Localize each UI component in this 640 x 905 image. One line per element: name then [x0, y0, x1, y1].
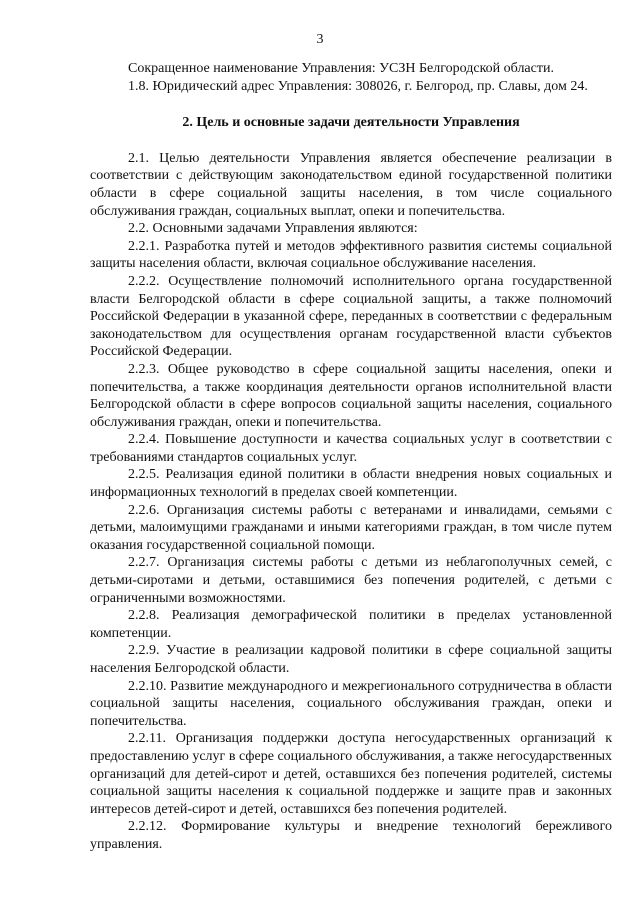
- paragraph-2-2-2: 2.2.2. Осуществление полномочий исполнительного органа государственной власти Белгородской области в сфере социальной защиты, а также полномочий Российской Федерации в указанной сфере, переданных в соответствии с федеральным законодательством для осуществления органам государственной власти субъектов Российской Федерации.: [90, 273, 612, 360]
- legal-address-paragraph: 1.8. Юридический адрес Управления: 308026, г. Белгород, пр. Славы, дом 24.: [128, 78, 588, 94]
- paragraph-2-2: 2.2. Основными задачами Управления являются:: [128, 221, 418, 237]
- paragraph-2-1: 2.1. Целью деятельности Управления является обеспечение реализации в соответствии с действующим законодательством единой государственной политики области в сфере социальной защиты населения, в том числе социального обслуживания граждан, социальных выплат, опеки и попечительства.: [90, 150, 612, 219]
- paragraph-2-2-9: 2.2.9. Участие в реализации кадровой политики в сфере социальной защиты населения Белгородской области.: [90, 643, 612, 676]
- paragraph-2-2-5: 2.2.5. Реализация единой политики в области внедрения новых социальных и информационных технологий в пределах своей компетенции.: [90, 467, 612, 501]
- section-heading: 2. Цель и основные задачи деятельности Управления: [182, 115, 520, 131]
- document-body: [90, 60, 612, 854]
- paragraph-2-2-10: 2.2.10. Развитие международного и межрегионального сотрудничества в области социальной защиты населения, социального обслуживания граждан, опеки и попечительства.: [90, 678, 612, 729]
- paragraph-2-2-4: 2.2.4. Повышение доступности и качества социальных услуг в соответствии с требованиями стандартов социальных услуг.: [90, 432, 612, 465]
- short-name-paragraph: Сокращенное наименование Управления: УСЗН Белгородской области.: [128, 61, 554, 76]
- paragraph-2-2-3: 2.2.3. Общее руководство в сфере социальной защиты населения, опеки и попечительства, а также координация деятельности органов исполнительной власти Белгородской области в сфере вопросов социальной защиты населения, социального обслуживания граждан, опеки и попечительства.: [90, 361, 612, 430]
- paragraph-2-2-7: 2.2.7. Организация системы работы с детьми из неблагополучных семей, с детьми-сиротами и детьми, оставшимися без попечения родителей, с детьми с ограниченными возможностями.: [90, 555, 612, 606]
- paragraph-2-2-8: 2.2.8. Реализация демографической политики в пределах установленной компетенции.: [90, 608, 612, 641]
- paragraph-2-2-6: 2.2.6. Организация системы работы с ветеранами и инвалидами, семьями с детьми, малоимущими гражданами и иными категориями граждан, в том числе путем оказания государственной социальной помощи.: [90, 502, 612, 553]
- page-number: 3: [316, 32, 324, 47]
- paragraph-2-2-12: 2.2.12. Формирование культуры и внедрение технологий бережливого управления.: [90, 819, 612, 852]
- paragraph-2-2-1: 2.2.1. Разработка путей и методов эффективного развития системы социальной защиты населения области, включая социальное обслуживание населения.: [90, 238, 612, 272]
- paragraph-2-2-11: 2.2.11. Организация поддержки доступа негосударственных организаций к предоставлению услуг в сфере социального обслуживания, а также негосударственных организаций для детей-сирот и детей, оставшихся без попечения родителей, системы социальной защиты населения к социальной поддержке и защите прав и законных интересов детей-сирот и детей, оставшихся без попечения родителей.: [90, 731, 612, 817]
